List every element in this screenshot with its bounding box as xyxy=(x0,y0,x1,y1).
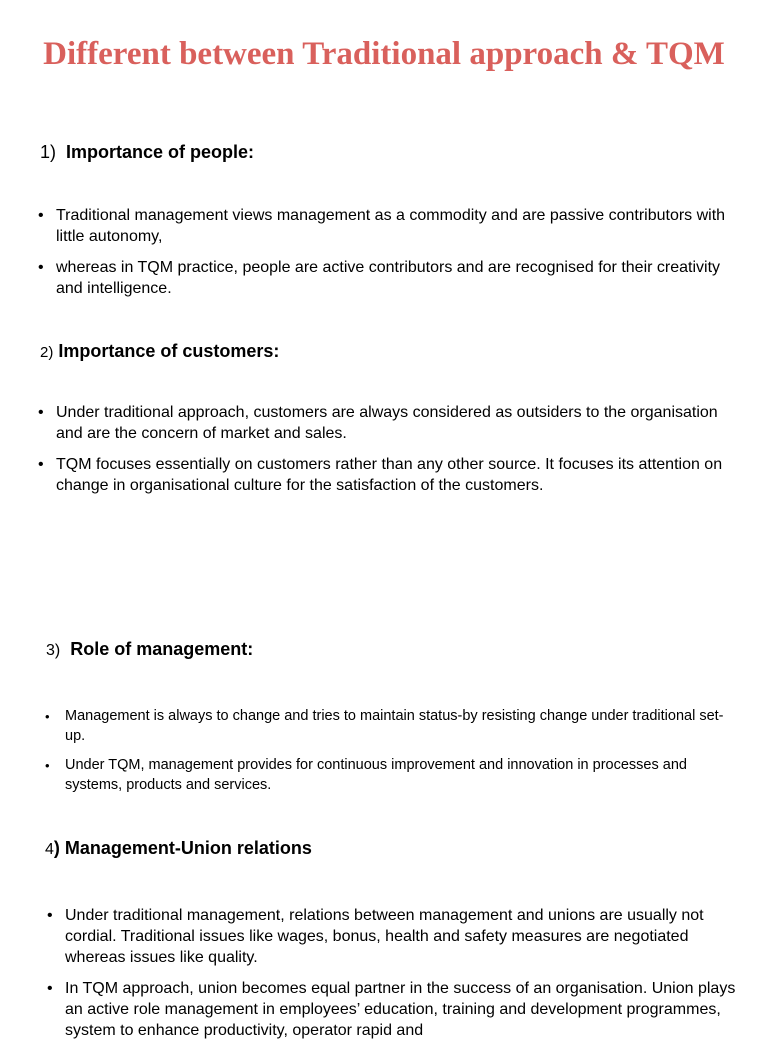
section-number: 3) xyxy=(46,642,61,659)
bullet-list-role-of-management xyxy=(45,707,725,805)
section-number: 1) xyxy=(40,142,57,162)
section-number: 4 xyxy=(45,841,54,858)
list-item: • Under traditional approach, customers are always considered as outsiders to the organisation and are the concern of market and sales. xyxy=(38,402,738,444)
list-item: • Under traditional management, relations between management and unions are usually not cordial. Traditional issues like wages, bonus, health and safety measures are negotiated whereas issues like quality. xyxy=(47,905,737,968)
list-item: • whereas in TQM practice, people are active contributors and are recognised for their creativity and intelligence. xyxy=(38,257,738,299)
bullet-list-management-union-relations xyxy=(47,905,737,1051)
section-heading-text: Importance of customers: xyxy=(58,341,280,361)
list-item: • Under TQM, management provides for continuous improvement and innovation in processes and systems, products and services. xyxy=(45,756,725,795)
section-heading-importance-of-people xyxy=(40,142,254,163)
section-heading-text: Role of management: xyxy=(70,639,254,659)
list-item: • TQM focuses essentially on customers rather than any other source. It focuses its attention on change in organisational culture for the satisfaction of the customers. xyxy=(38,454,738,496)
section-heading-importance-of-customers xyxy=(40,341,279,362)
section-heading-text: Importance of people: xyxy=(66,142,255,162)
bullet-list-importance-of-people xyxy=(38,205,738,309)
section-heading-management-union-relations xyxy=(45,838,312,859)
section-heading-text: ) Management-Union relations xyxy=(53,838,312,858)
bullet-list-importance-of-customers xyxy=(38,402,738,506)
list-item: • Traditional management views management as a commodity and are passive contributors with little autonomy, xyxy=(38,205,738,247)
section-heading-role-of-management xyxy=(46,639,253,660)
list-item: • In TQM approach, union becomes equal partner in the success of an organisation. Union plays an active role management in employees’ education, training and development programmes, system to enhance productivity, operator rapid and xyxy=(47,978,737,1041)
section-number: 2) xyxy=(40,344,54,361)
list-item: • Management is always to change and tries to maintain status-by resisting change under traditional set-up. xyxy=(45,707,725,746)
page-title: Different between Traditional approach & TQM xyxy=(43,36,725,72)
